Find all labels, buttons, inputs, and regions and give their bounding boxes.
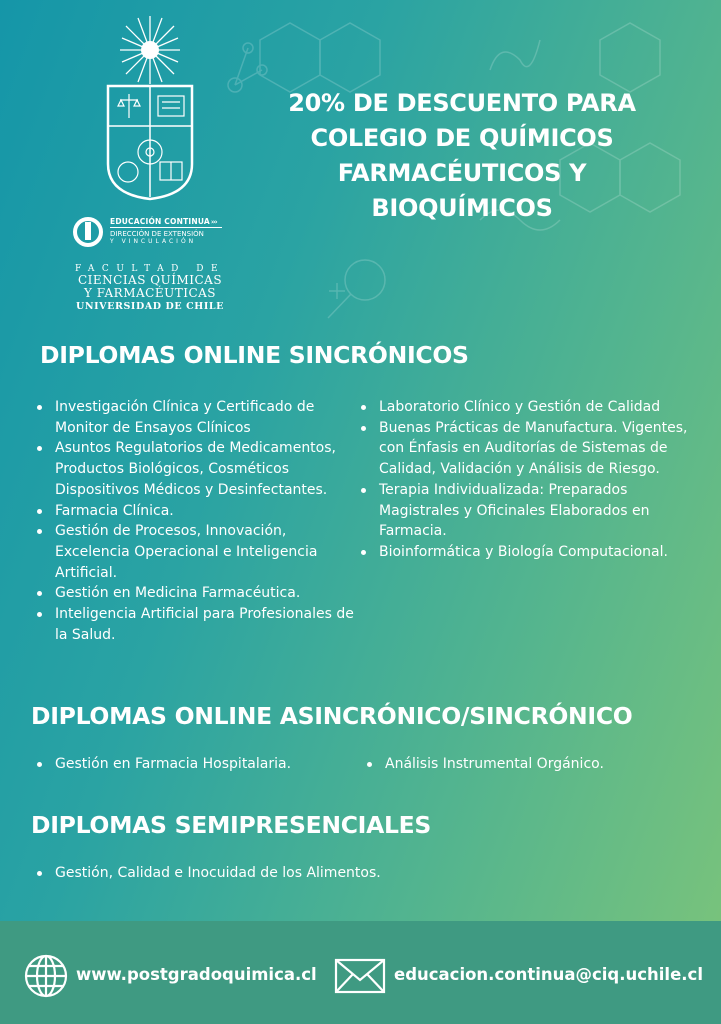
bullet-icon bbox=[37, 509, 42, 514]
course-list-left bbox=[34, 397, 364, 645]
list-item: Inteligencia Artificial para Profesionales de la Salud. bbox=[34, 604, 364, 645]
list-item: Bioinformática y Biología Computacional. bbox=[358, 542, 698, 563]
section-title-semipresenciales: DIPLOMAS SEMIPRESENCIALES bbox=[31, 811, 432, 839]
list-item: Análisis Instrumental Orgánico. bbox=[364, 754, 684, 775]
department-line1: DIRECCIÓN DE EXTENSIÓN bbox=[110, 230, 204, 238]
educacion-continua-lockup bbox=[70, 214, 230, 256]
lockup-divider bbox=[110, 227, 222, 228]
university-crest-icon bbox=[100, 14, 200, 204]
bullet-icon bbox=[37, 405, 42, 410]
program-label: EDUCACIÓN CONTINUA››› bbox=[110, 217, 217, 226]
bullet-icon bbox=[37, 591, 42, 596]
course-list-left bbox=[34, 863, 534, 884]
section-title-online-asincronico: DIPLOMAS ONLINE ASINCRÓNICO/SINCRÓNICO bbox=[31, 702, 633, 730]
course-list-right bbox=[358, 397, 698, 563]
discount-headline: 20% DE DESCUENTO PARA COLEGIO DE QUÍMICOS FARMACÉUTICOS Y BIOQUÍMICOS bbox=[288, 89, 636, 222]
faculty-line1: FACULTAD DE bbox=[74, 264, 226, 274]
faculty-line3: Y FARMACÉUTICAS bbox=[83, 286, 217, 300]
department-line2: Y VINCULACIÓN bbox=[110, 238, 197, 245]
bullet-icon bbox=[37, 871, 42, 876]
faculty-name bbox=[70, 264, 230, 312]
list-item: Gestión en Medicina Farmacéutica. bbox=[34, 583, 364, 604]
list-item: Gestión de Procesos, Innovación, Excelencia Operacional e Inteligencia Artificial. bbox=[34, 521, 364, 583]
list-item: Investigación Clínica y Certificado de Monitor de Ensayos Clínicos bbox=[34, 397, 364, 438]
website-link[interactable]: www.postgradoquimica.cl bbox=[76, 965, 317, 984]
list-item: Laboratorio Clínico y Gestión de Calidad bbox=[358, 397, 698, 418]
course-list-right bbox=[364, 754, 684, 775]
bullet-icon bbox=[37, 446, 42, 451]
bullet-icon bbox=[367, 762, 372, 767]
email-link[interactable]: educacion.continua@ciq.uchile.cl bbox=[394, 965, 703, 984]
bullet-icon bbox=[361, 488, 366, 493]
section-title-online-sincronicos: DIPLOMAS ONLINE SINCRÓNICOS bbox=[40, 341, 469, 369]
faculty-line2: CIENCIAS QUÍMICAS bbox=[77, 273, 223, 287]
bullet-icon bbox=[361, 426, 366, 431]
envelope-icon bbox=[334, 958, 386, 994]
bullet-icon bbox=[37, 612, 42, 617]
list-item: Farmacia Clínica. bbox=[34, 501, 364, 522]
globe-icon bbox=[24, 954, 68, 998]
bullet-icon bbox=[361, 405, 366, 410]
bullet-icon bbox=[37, 762, 42, 767]
list-item: Buenas Prácticas de Manufactura. Vigentes, con Énfasis en Auditorías de Sistemas de Calidad, Validación y Análisis de Riesgo. bbox=[358, 418, 698, 480]
arrows-icon: ››› bbox=[210, 218, 217, 226]
educacion-continua-mark-icon bbox=[72, 216, 104, 248]
bullet-icon bbox=[37, 529, 42, 534]
list-item: Asuntos Regulatorios de Medicamentos, Productos Biológicos, Cosméticos Dispositivos Médicos y Desinfectantes. bbox=[34, 438, 364, 500]
list-item: Gestión en Farmacia Hospitalaria. bbox=[34, 754, 354, 775]
list-item: Terapia Individualizada: Preparados Magistrales y Oficinales Elaborados en Farmacia. bbox=[358, 480, 698, 542]
bullet-icon bbox=[361, 550, 366, 555]
course-list-left bbox=[34, 754, 354, 775]
list-item: Gestión, Calidad e Inocuidad de los Alimentos. bbox=[34, 863, 534, 884]
university-name: UNIVERSIDAD DE CHILE bbox=[75, 301, 225, 312]
